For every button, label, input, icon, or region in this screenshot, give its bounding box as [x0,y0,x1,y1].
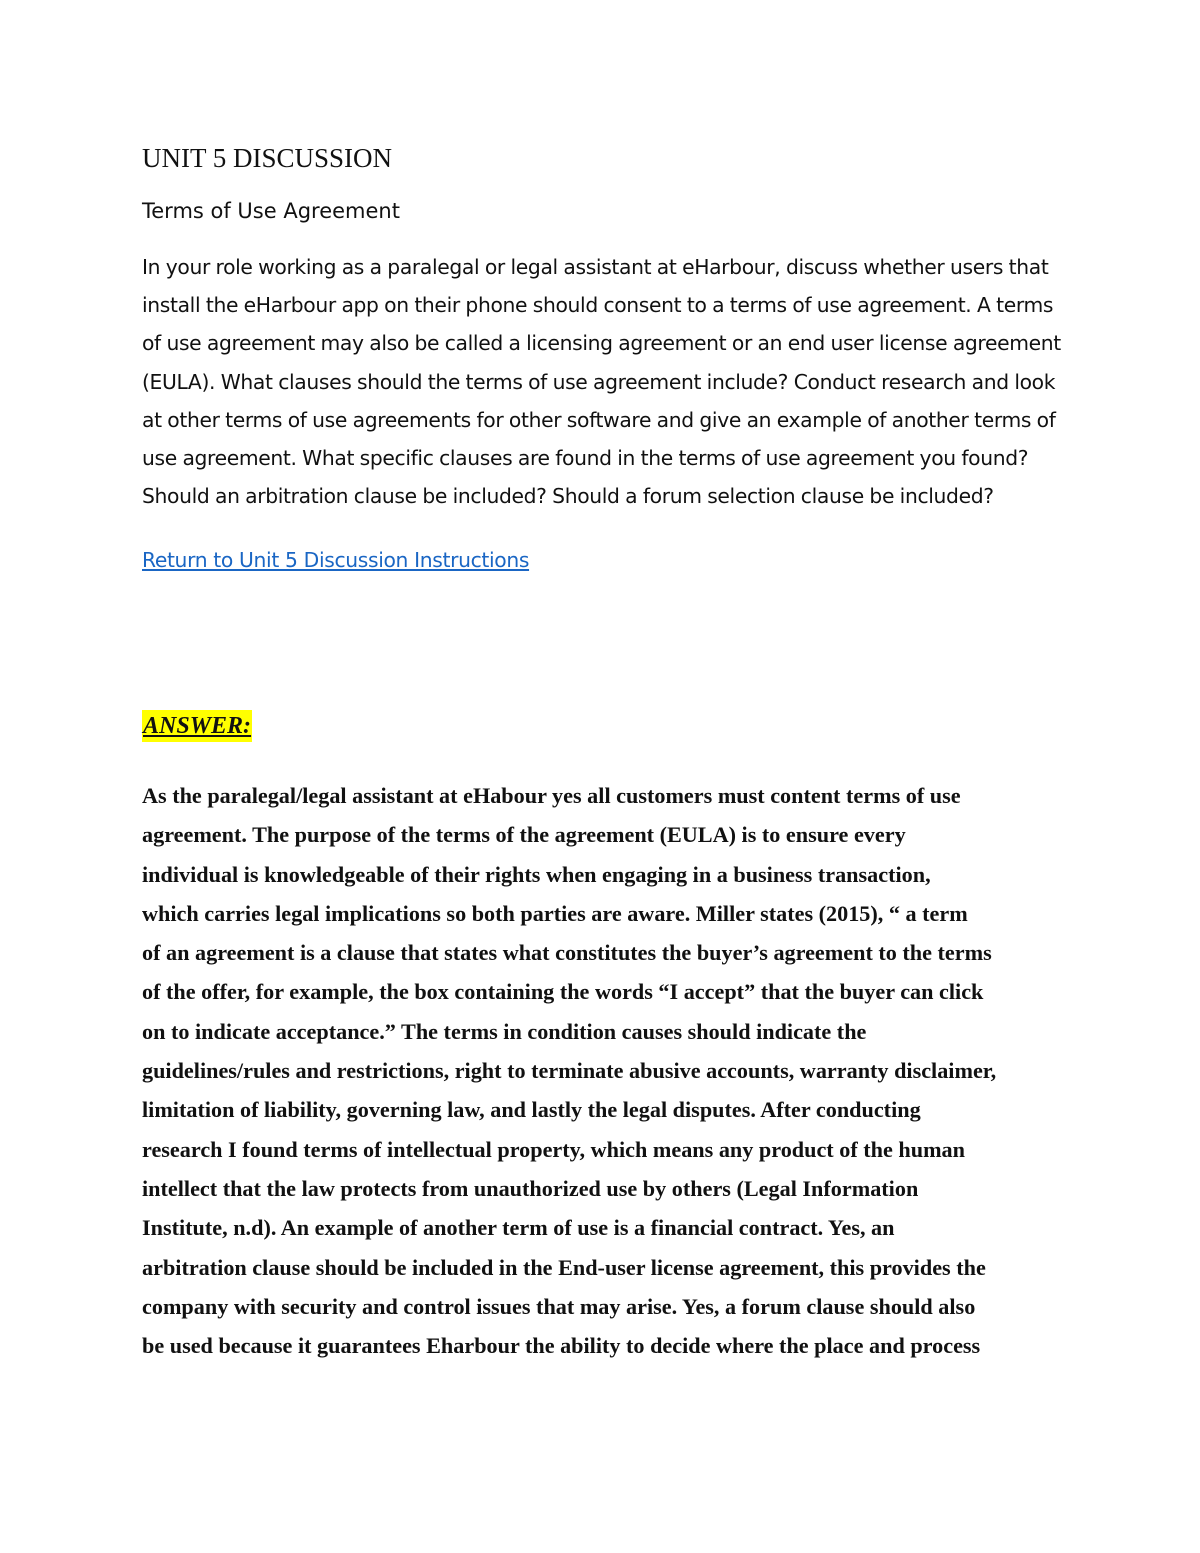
answer-line: As the paralegal/legal assistant at eHabour yes all customers must content terms of use [142,783,961,808]
answer-label: ANSWER: [142,710,252,742]
unit-title: UNIT 5 DISCUSSION [142,143,393,173]
answer-line: research I found terms of intellectual property, which means any product of the human [142,1136,965,1162]
answer-line: be used because it guarantees Eharbour the ability to decide where the place and process [142,1333,981,1359]
answer-line: guidelines/rules and restrictions, right to terminate abusive accounts, warranty disclaimer, [142,1058,997,1084]
section-subtitle: Terms of Use Agreement [142,199,400,223]
document-content [142,138,1062,1359]
answer-line: individual is knowledgeable of their rights when engaging in a business transaction, [142,861,931,887]
answer-line: arbitration clause should be included in the End-user license agreement, this provides the [142,1254,986,1280]
answer-line: agreement. The purpose of the terms of the agreement (EULA) is to ensure every [142,822,906,848]
answer-line: Institute, n.d). An example of another term of use is a financial contract. Yes, an [142,1215,895,1241]
discussion-prompt: In your role working as a paralegal or legal assistant at eHarbour, discuss whether users that install the eHarbour app on their phone should consent to a terms of use agreement. A terms of use agreement may also be called a licensing agreement or an end user license agreement (EULA). What clauses should the terms of use agreement include? Conduct research and look at other terms of use agreements for other software and give an example of another terms of use agreement. What specific clauses are found in the terms of use agreement you found? Should an arbitration clause be included? Should a forum selection clause be included? [142,255,1061,509]
answer-line: intellect that the law protects from unauthorized use by others (Legal Information [142,1175,919,1201]
answer-body [142,776,1062,1365]
answer-line: limitation of liability, governing law, and lastly the legal disputes. After conducting [142,1097,921,1123]
answer-line: company with security and control issues that may arise. Yes, a forum clause should also [142,1293,976,1319]
answer-line: which carries legal implications so both parties are aware. Miller states (2015), “ a term [142,900,968,926]
answer-line: of an agreement is a clause that states what constitutes the buyer’s agreement to the terms [142,940,992,966]
answer-line: of the offer, for example, the box containing the words “I accept” that the buyer can click [142,979,984,1005]
answer-line: on to indicate acceptance.” The terms in condition causes should indicate the [142,1018,867,1044]
return-to-instructions-link[interactable]: Return to Unit 5 Discussion Instructions [142,548,530,573]
